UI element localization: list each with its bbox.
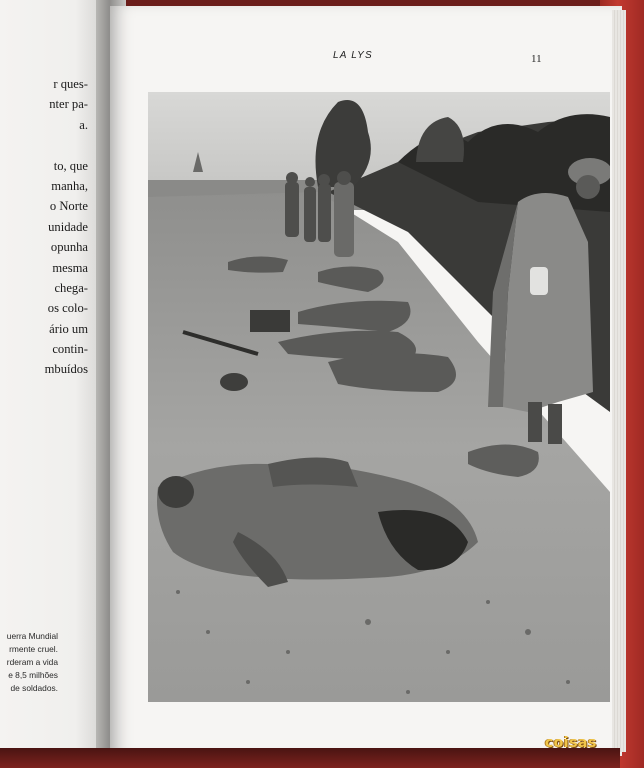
war-photograph [148,92,610,702]
text-line: ário um [49,321,88,336]
text-line: unidade [48,219,88,234]
caption-line: uerra Mundial [6,631,58,641]
text-line: os colo- [47,301,88,316]
text-line: nter pa- [49,97,88,112]
watermark-logo: coisas [545,735,597,751]
text-line: mesma [52,260,88,275]
page-number: 11 [531,53,542,65]
bottom-shadow [0,748,620,768]
text-line: r ques- [53,77,88,91]
text-line: to, que [53,158,88,173]
text-line: contin- [52,342,88,357]
left-page-body-text [0,74,88,380]
text-line: manha, [51,178,88,193]
helmet-on-ground [220,373,248,391]
ammunition-box [250,310,290,332]
running-head: LA LYS [333,50,373,61]
caption-line: e 8,5 milhões [8,670,58,680]
text-line: opunha [50,240,88,255]
caption-line: de soldados. [10,683,58,693]
caption-line: rderam a vida [6,657,58,667]
text-line [0,135,88,155]
text-line: o Norte [49,199,88,214]
text-line: a. [79,117,88,132]
text-line: chega- [54,280,88,295]
photo-caption [0,630,58,695]
text-line: mbuídos [44,362,88,377]
page-stack-edge [612,10,626,752]
caption-line: rmente cruel. [9,644,58,654]
